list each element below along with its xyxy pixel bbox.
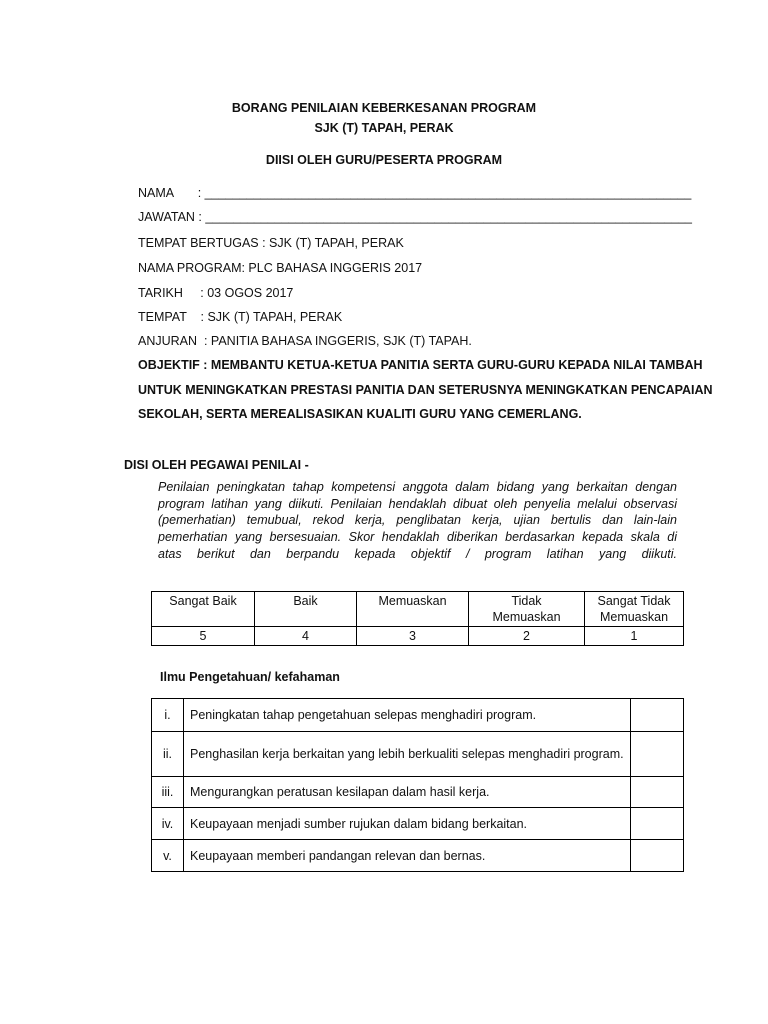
scale-value: 4: [255, 627, 357, 646]
table-row: [152, 777, 684, 808]
item-number: iii.: [152, 777, 184, 808]
school-name: SJK (T) TAPAH, PERAK: [314, 121, 454, 135]
score-cell[interactable]: [631, 840, 684, 872]
score-cell[interactable]: [631, 699, 684, 732]
score-cell[interactable]: [631, 808, 684, 840]
instruction-line: pemerhatian yang bersesuaian. Skor hendaklah diberikan berdasarkan kepada skala di: [158, 530, 677, 545]
score-cell[interactable]: [631, 777, 684, 808]
scale-label: Baik: [293, 594, 318, 608]
section-heading-ilmu: Ilmu Pengetahuan/ kefahaman: [160, 670, 340, 684]
scale-header-cell: [255, 592, 357, 627]
scale-header-cell: [357, 592, 469, 627]
form-subtitle: DIISI OLEH GURU/PESERTA PROGRAM: [265, 153, 503, 167]
field-tempat-bertugas: TEMPAT BERTUGAS : SJK (T) TAPAH, PERAK: [138, 236, 404, 250]
scale-value: 1: [585, 627, 684, 646]
field-nama[interactable]: NAMA : ______________________________________________________________________: [138, 186, 692, 200]
form-title: BORANG PENILAIAN KEBERKESANAN PROGRAM: [231, 101, 537, 115]
item-text: Keupayaan memberi pandangan relevan dan bernas.: [184, 840, 631, 872]
section-heading-penilai: DISI OLEH PEGAWAI PENILAI -: [124, 458, 309, 472]
item-number: iv.: [152, 808, 184, 840]
field-objektif-line2: UNTUK MENINGKATKAN PRESTASI PANITIA DAN SETERUSNYA MENINGKATKAN PENCAPAIAN: [138, 383, 713, 397]
scale-label: Sangat Baik: [169, 594, 237, 608]
table-row: [152, 732, 684, 777]
scale-value: 5: [152, 627, 255, 646]
rating-scale-header-row: [152, 592, 684, 627]
rating-scale-value-row: [152, 627, 684, 646]
scale-label: Sangat Tidak: [597, 594, 671, 608]
instruction-line: (pemerhatian) temubual, rekod kerja, penglibatan kerja, ujian bertulis dan lain-lain: [158, 513, 677, 528]
scale-label: Memuaskan: [378, 594, 447, 608]
field-anjuran: ANJURAN : PANITIA BAHASA INGGERIS, SJK (T) TAPAH.: [138, 334, 472, 348]
instruction-line: Penilaian peningkatan tahap kompetensi anggota dalam bidang yang berkaitan dengan: [158, 480, 677, 494]
knowledge-items-table: [151, 698, 684, 872]
scale-label: Tidak: [511, 594, 542, 608]
table-row: [152, 808, 684, 840]
instruction-paragraph: [158, 479, 677, 563]
item-text: Keupayaan menjadi sumber rujukan dalam bidang berkaitan.: [184, 808, 631, 840]
item-text: Mengurangkan peratusan kesilapan dalam hasil kerja.: [184, 777, 631, 808]
scale-header-cell: [469, 592, 585, 627]
field-objektif-line3: SEKOLAH, SERTA MEREALISASIKAN KUALITI GURU YANG CEMERLANG.: [138, 407, 582, 421]
score-cell[interactable]: [631, 732, 684, 777]
rating-scale-table: [151, 591, 684, 646]
field-tarikh: TARIKH : 03 OGOS 2017: [138, 286, 294, 300]
field-jawatan[interactable]: JAWATAN : ______________________________________________________________________: [138, 210, 692, 224]
item-number: ii.: [152, 732, 184, 777]
item-number: i.: [152, 699, 184, 732]
scale-label: Memuaskan: [599, 610, 669, 624]
instruction-line: atas berikut dan berpandu kepada objektif / program latihan yang diikuti.: [158, 546, 677, 561]
scale-value: 3: [357, 627, 469, 646]
item-text: Penghasilan kerja berkaitan yang lebih berkualiti selepas menghadiri program.: [184, 732, 631, 777]
field-tempat: TEMPAT : SJK (T) TAPAH, PERAK: [138, 310, 343, 324]
table-row: [152, 699, 684, 732]
scale-value: 2: [469, 627, 585, 646]
table-row: [152, 840, 684, 872]
scale-header-cell: [152, 592, 255, 627]
instruction-line: program latihan yang diikuti. Penilaian hendaklah dibuat oleh penyelia melalui observasi: [158, 496, 677, 511]
scale-label: Memuaskan: [492, 610, 561, 624]
field-nama-program: NAMA PROGRAM: PLC BAHASA INGGERIS 2017: [138, 261, 423, 275]
scale-header-cell: [585, 592, 684, 627]
field-objektif-line1: OBJEKTIF : MEMBANTU KETUA-KETUA PANITIA SERTA GURU-GURU KEPADA NILAI TAMBAH: [138, 358, 703, 372]
item-text: Peningkatan tahap pengetahuan selepas menghadiri program.: [184, 699, 631, 732]
item-number: v.: [152, 840, 184, 872]
